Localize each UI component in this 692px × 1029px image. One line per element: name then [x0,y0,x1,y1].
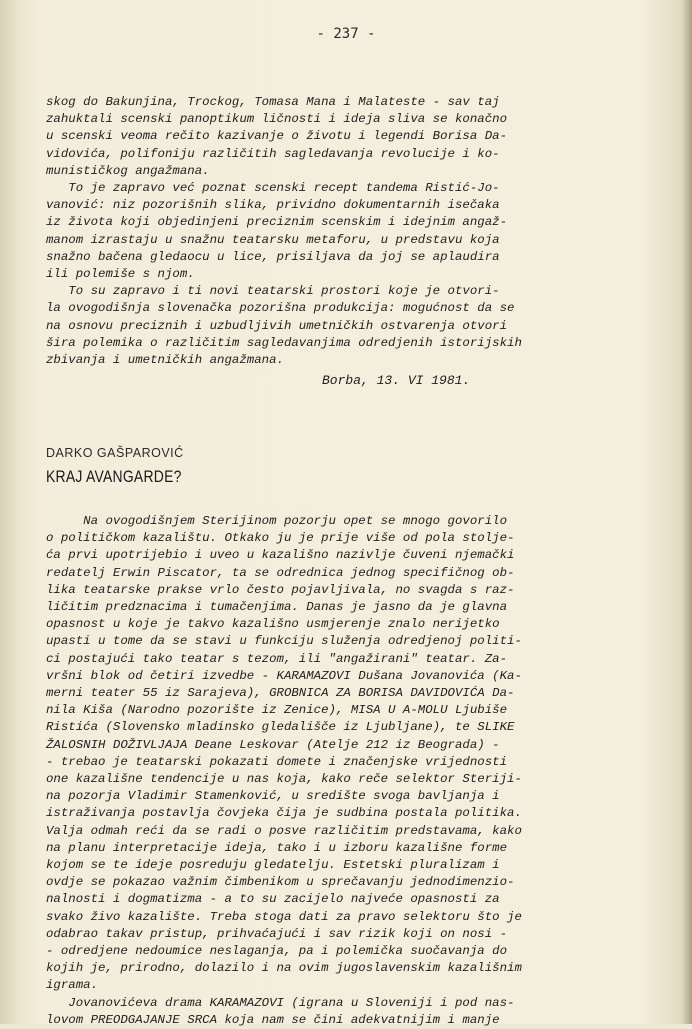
text-line: skog do Bakunjina, Trockog, Tomasa Mana i Malateste - sav taj [46,95,500,109]
text-line: iz života koji objedinjeni preciznim scenskim i idejnim angaž- [46,215,508,230]
text-line: merni teater 55 iz Sarajeva), GROBNICA ZA BORISA DAVIDOVIĆA Da- [46,686,515,701]
text-line: vršni blok od četiri izvedbe - KARAMAZOVI Dušana Jovanovića (Ka- [46,668,522,683]
article-title: KRAJ AVANGARDE? [46,467,182,486]
text-line: kojih je, prirodno, dolazilo i na ovim jugoslavenskim kazališnim [46,961,522,976]
text-line: Ristića (Slovensko mladinsko gledališče iz Ljubljane), te SLIKE [46,720,515,735]
text-line: nila Kiša (Narodno pozorište iz Zenice), MISA U A-MOLU Ljubiše [46,703,508,718]
text-line: ća prvi upotrijebio i uveo u kazališno nazivlje čuveni njemački [46,548,515,563]
text-line: To je zapravo već poznat scenski recept tandema Ristić-Jo- [46,181,500,196]
text-line: vidovića, polifoniju različitih sagledavanja revolucije i ko- [46,146,500,161]
page-number: - 237 - [316,26,376,42]
text-line: Jovanovićeva drama KARAMAZOVI (igrana u Sloveniji i pod nas- [46,995,515,1010]
text-line: manom izrastaju u snažnu teatarsku metaforu, u predstavu koja [46,232,500,247]
text-line: istraživanja postavlja čovjeka čija je sudbina postala politika. [46,806,522,821]
article-body-text [46,513,666,1029]
text-line: šira polemika o različitim sagledavanjima odredjenih istorijskih [46,335,522,350]
text-line: na osnovu preciznih i uzbudljivih umetničkih ostvarenja otvori [46,318,508,333]
text-line: zahuktali scenski panoptikum ličnosti i ideja sliva se konačno [46,112,508,127]
previous-article-text [46,94,666,369]
text-line: odabrao takav pristup, prihvaćajući i sav rizik koji on nosi - [46,926,508,941]
text-line: ili polemiše s njom. [46,267,195,282]
text-line: ovdje se pokazao važnim čimbenikom u sprečavanju jednodimenzio- [46,875,515,890]
text-line: To su zapravo i ti novi teatarski prostori koje je otvori- [46,284,500,299]
text-line: one kazališne tendencije u nas koja, kako reče selektor Steriji- [46,772,522,787]
text-line: opasnost u koje je takvo kazališno usmjerenje znalo nerijetko [46,617,500,632]
text-line: igrama. [46,978,99,993]
text-line: lovom PREODGAJANJE SRCA koja nam se čini adekvatnijim i manje [46,1012,500,1027]
text-line: na pozorja Vladimir Stamenković, u središte svoga bavljanja i [46,789,500,804]
text-line: lika teatarske prakse vrlo često pojavljivala, no svagda s raz- [46,582,515,597]
text-line: munističkog angažmana. [46,163,210,178]
text-line: la ovogodišnja slovenačka pozorišna produkcija: mogućnost da se [46,301,515,316]
text-line: nalnosti i dogmatizma - a to su zacijelo najveće opasnosti za [46,892,500,907]
book-spine-shadow [682,0,692,1024]
text-line: - trebao je teatarski pokazati domete i značenjske vrijednosti [46,754,508,769]
text-line: zbivanja i umetničkih angažmana. [46,353,284,368]
article-author: DARKO GAŠPAROVIĆ [46,446,184,460]
text-line: ličitim predznacima i tumačenjima. Danas je jasno da je glavna [46,600,508,615]
source-citation: Borba, 13. VI 1981. [322,373,471,388]
text-line: Valja odmah reći da se radi o posve različitim predstavama, kako [46,823,522,838]
text-line: upasti u tome da se stavi u funkciju služenja odredjenoj politi- [46,634,522,649]
text-line: Na ovogodišnjem Sterijinom pozorju opet se mnogo govorilo [46,514,508,528]
text-line: - odredjene nedoumice neslaganja, pa i polemička suočavanja do [46,944,508,959]
text-line: redatelj Erwin Piscator, ta se odrednica jednog specifičnog ob- [46,565,515,580]
text-line: na planu interpretacije ideja, tako i u izboru kazališne forme [46,840,508,855]
text-line: kojom se te ideje posreduju gledatelju. Estetski pluralizam i [46,858,500,873]
text-line: o političkom kazalištu. Otkako ju je prije više od pola stolje- [46,531,515,546]
text-line: ŽALOSNIH DOŽIVLJAJA Deane Leskovar (Atelje 212 iz Beograda) - [46,737,500,752]
text-line: u scenski veoma rečito kazivanje o životu i legendi Borisa Da- [46,129,508,144]
text-line: ci postajući tako teatar s tezom, ili "angažirani" teatar. Za- [46,651,508,666]
text-line: vanović: niz pozorišnih slika, prividno dokumentarnih isečaka [46,198,500,213]
text-line: svako živo kazalište. Treba stoga dati za pravo selektoru što je [46,909,522,924]
text-line: snažno bačena gledaocu u lice, prisiljava da joj se aplaudira [46,249,500,264]
